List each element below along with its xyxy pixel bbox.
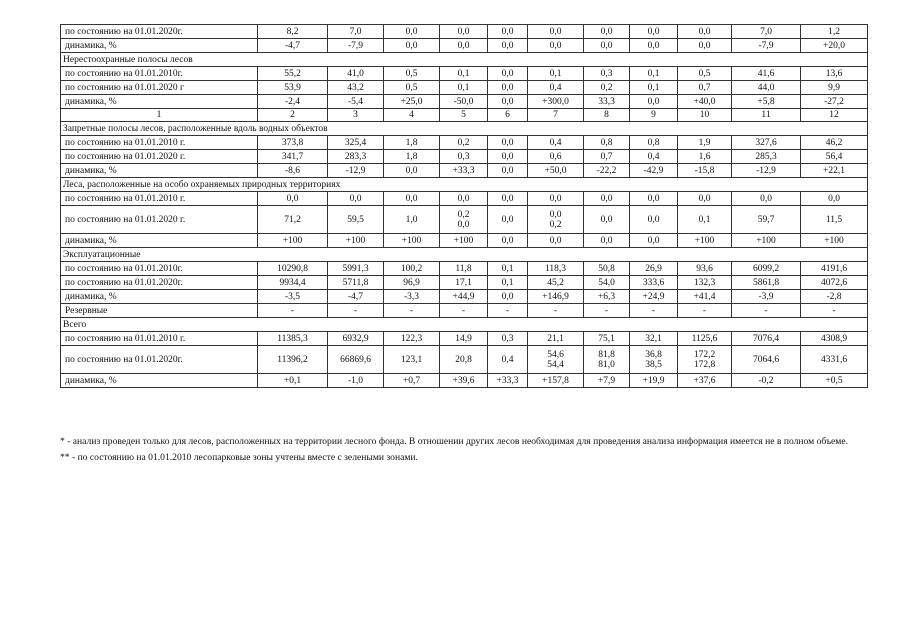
table-cell: 0,0 xyxy=(488,206,528,234)
cell-line: 172,2 xyxy=(693,349,716,360)
table-cell: -22,2 xyxy=(584,164,630,178)
table-cell: 5861,8 xyxy=(732,276,801,290)
cell-line: 38,5 xyxy=(645,359,662,370)
table-row xyxy=(61,332,868,346)
table-cell: 14,9 xyxy=(440,332,488,346)
table-cell: 11,5 xyxy=(801,206,868,234)
table-cell: -2,4 xyxy=(258,95,328,109)
table-cell: 59,7 xyxy=(732,206,801,234)
table-cell: 0,0 xyxy=(488,67,528,81)
table-cell: 0,0 xyxy=(488,192,528,206)
table-cell: 13,6 xyxy=(801,67,868,81)
table-row xyxy=(61,25,868,39)
table-cell: 100,2 xyxy=(384,262,440,276)
table-cell: - xyxy=(440,304,488,318)
table-cell: 45,2 xyxy=(528,276,584,290)
table-cell: -50,0 xyxy=(440,95,488,109)
table-cell: +100 xyxy=(801,234,868,248)
table-cell: 123,1 xyxy=(384,346,440,374)
table-cell: -8,6 xyxy=(258,164,328,178)
table-cell: 132,3 xyxy=(678,276,732,290)
table-cell: 0,0 xyxy=(488,164,528,178)
table-cell: 5711,8 xyxy=(328,276,384,290)
table-cell: +24,9 xyxy=(630,290,678,304)
table-cell: 0,0 xyxy=(678,39,732,53)
row-label: по состоянию на 01.01.2010г. xyxy=(61,67,258,81)
column-number: 8 xyxy=(584,109,630,122)
table-cell: 54,0 xyxy=(584,276,630,290)
table-cell: 71,2 xyxy=(258,206,328,234)
table-cell: 66869,6 xyxy=(328,346,384,374)
section-row xyxy=(61,318,868,332)
table-cell: 0,0 xyxy=(528,192,584,206)
table-cell: - xyxy=(328,304,384,318)
table-cell: 0,0 xyxy=(440,25,488,39)
table-cell: 118,3 xyxy=(528,262,584,276)
row-label: по состоянию на 01.01.2020г. xyxy=(61,346,258,374)
table-cell: 0,1 xyxy=(630,81,678,95)
table-cell: 0,0 xyxy=(528,39,584,53)
table-cell: +100 xyxy=(258,234,328,248)
section-row xyxy=(61,248,868,262)
table-cell: 1,8 xyxy=(384,150,440,164)
table-cell: 4072,6 xyxy=(801,276,868,290)
table-cell: +100 xyxy=(440,234,488,248)
table-cell: 0,8 xyxy=(584,136,630,150)
row-label: динамика, % xyxy=(61,290,258,304)
table-cell: 11,8 xyxy=(440,262,488,276)
table-cell: 0,1 xyxy=(678,206,732,234)
table-cell: -3,9 xyxy=(732,290,801,304)
table-cell: +300,0 xyxy=(528,95,584,109)
column-number: 2 xyxy=(258,109,328,122)
column-number: 1 xyxy=(61,109,258,122)
column-number: 10 xyxy=(678,109,732,122)
table-cell: 0,0 xyxy=(440,39,488,53)
table-cell: 0,4 xyxy=(528,81,584,95)
row-label: динамика, % xyxy=(61,39,258,53)
table-cell: 55,2 xyxy=(258,67,328,81)
table-cell: 0,5 xyxy=(678,67,732,81)
table-cell: 0,7 xyxy=(584,150,630,164)
table-cell: 0,7 xyxy=(678,81,732,95)
table-row xyxy=(61,374,868,388)
table-cell: - xyxy=(258,304,328,318)
footnote-1: * - анализ проведен только для лесов, расположенных на территории лесного фонда. В отношении других лесов необходимая для проведения анализа информация имеется не в полном объеме. xyxy=(60,436,849,447)
table-cell: 9,9 xyxy=(801,81,868,95)
table-cell: 6099,2 xyxy=(732,262,801,276)
table-cell: 0,3 xyxy=(440,150,488,164)
table-row xyxy=(61,150,868,164)
table-cell xyxy=(440,206,488,234)
section-title: Запретные полосы лесов, расположенные вдоль водных объектов xyxy=(61,122,868,136)
column-number: 11 xyxy=(732,109,801,122)
table-cell: -3,3 xyxy=(384,290,440,304)
table-cell: - xyxy=(801,304,868,318)
table-cell: - xyxy=(584,304,630,318)
row-label: по состоянию на 01.01.2020г. xyxy=(61,276,258,290)
table-cell: 0,0 xyxy=(488,81,528,95)
table-cell: 5991,3 xyxy=(328,262,384,276)
table-cell: 7,0 xyxy=(328,25,384,39)
table-cell: 0,2 xyxy=(440,136,488,150)
table-cell: 0,0 xyxy=(801,192,868,206)
table-cell: 0,0 xyxy=(488,290,528,304)
section-title: Эксплуатационные xyxy=(61,248,868,262)
column-number: 7 xyxy=(528,109,584,122)
row-label: по состоянию на 01.01.2020г. xyxy=(61,25,258,39)
table-cell: +20,0 xyxy=(801,39,868,53)
table-row xyxy=(61,346,868,374)
table-cell: +7,9 xyxy=(584,374,630,388)
row-label: по состоянию на 01.01.2010г. xyxy=(61,262,258,276)
table-cell: -12,9 xyxy=(328,164,384,178)
cell-line: 172,8 xyxy=(693,359,716,370)
table-cell: 0,0 xyxy=(328,192,384,206)
table-cell: -1,0 xyxy=(328,374,384,388)
table-cell: 0,0 xyxy=(678,192,732,206)
table-cell: 6932,9 xyxy=(328,332,384,346)
table-cell: 327,6 xyxy=(732,136,801,150)
table-cell: +39,6 xyxy=(440,374,488,388)
table-cell: 32,1 xyxy=(630,332,678,346)
table-cell: -4,7 xyxy=(328,290,384,304)
table-cell: 0,0 xyxy=(488,150,528,164)
table-cell: 0,1 xyxy=(630,67,678,81)
table-cell: -12,9 xyxy=(732,164,801,178)
table-cell: +40,0 xyxy=(678,95,732,109)
table-cell: 0,0 xyxy=(630,206,678,234)
table-cell: 0,0 xyxy=(384,25,440,39)
table-cell: 0,2 xyxy=(584,81,630,95)
table-cell xyxy=(630,346,678,374)
table-cell: +33,3 xyxy=(440,164,488,178)
table-row xyxy=(61,81,868,95)
table-cell: -3,5 xyxy=(258,290,328,304)
table-cell: 0,1 xyxy=(488,276,528,290)
table-cell: +100 xyxy=(732,234,801,248)
table-row xyxy=(61,39,868,53)
table-cell: - xyxy=(732,304,801,318)
table-cell: 0,0 xyxy=(630,95,678,109)
table-cell: 0,6 xyxy=(528,150,584,164)
table-cell: 0,0 xyxy=(732,192,801,206)
table-cell: 7,0 xyxy=(732,25,801,39)
table-cell: -7,9 xyxy=(732,39,801,53)
table-cell: 41,6 xyxy=(732,67,801,81)
table-cell: 0,4 xyxy=(528,136,584,150)
table-cell: +22,1 xyxy=(801,164,868,178)
table-cell: +100 xyxy=(384,234,440,248)
footnote-2: ** - по состоянию на 01.01.2010 лесопарковые зоны учтены вместе с зелеными зонами. xyxy=(60,451,418,463)
table-cell: 7076,4 xyxy=(732,332,801,346)
table-cell: 0,0 xyxy=(584,39,630,53)
table-cell: 0,0 xyxy=(488,136,528,150)
table-cell: 373,8 xyxy=(258,136,328,150)
table-cell: +157,8 xyxy=(528,374,584,388)
table-cell: 341,7 xyxy=(258,150,328,164)
column-number: 6 xyxy=(488,109,528,122)
row-label: динамика, % xyxy=(61,234,258,248)
row-label: по состоянию на 01.01.2010 г. xyxy=(61,192,258,206)
row-label: по состоянию на 01.01.2020 г. xyxy=(61,206,258,234)
table-body xyxy=(61,25,868,388)
table-cell: 0,4 xyxy=(630,150,678,164)
table-cell: 33,3 xyxy=(584,95,630,109)
table-row xyxy=(61,206,868,234)
section-title: Нерестоохранные полосы лесов xyxy=(61,53,868,67)
table-cell: 0,0 xyxy=(488,25,528,39)
table-cell: 1,6 xyxy=(678,150,732,164)
table-row xyxy=(61,290,868,304)
table-cell: 53,9 xyxy=(258,81,328,95)
table-cell: 8,2 xyxy=(258,25,328,39)
table-cell: +33,3 xyxy=(488,374,528,388)
table-cell: 46,2 xyxy=(801,136,868,150)
table-cell: 96,9 xyxy=(384,276,440,290)
table-cell: -7,9 xyxy=(328,39,384,53)
column-number: 9 xyxy=(630,109,678,122)
column-number: 5 xyxy=(440,109,488,122)
table-row xyxy=(61,67,868,81)
table-cell: 0,0 xyxy=(630,192,678,206)
table-cell: 41,0 xyxy=(328,67,384,81)
section-row xyxy=(61,178,868,192)
table-cell xyxy=(528,346,584,374)
table-cell: 1,2 xyxy=(801,25,868,39)
cell-line: 0,2 xyxy=(457,209,470,220)
table-cell: 11396,2 xyxy=(258,346,328,374)
table-cell: 333,6 xyxy=(630,276,678,290)
table-cell: 0,0 xyxy=(488,234,528,248)
footnotes xyxy=(60,436,867,467)
table-cell: 21,1 xyxy=(528,332,584,346)
column-number: 12 xyxy=(801,109,868,122)
table-cell: -27,2 xyxy=(801,95,868,109)
table-cell: 0,1 xyxy=(488,262,528,276)
table-cell: 1,9 xyxy=(678,136,732,150)
table-cell: +0,1 xyxy=(258,374,328,388)
cell-line: 81,8 xyxy=(598,349,615,360)
table-cell: 17,1 xyxy=(440,276,488,290)
table-cell: +146,9 xyxy=(528,290,584,304)
table-cell: -42,9 xyxy=(630,164,678,178)
table-cell: 0,1 xyxy=(440,81,488,95)
table-cell: 75,1 xyxy=(584,332,630,346)
table-cell: - xyxy=(488,304,528,318)
table-cell: - xyxy=(384,304,440,318)
table-cell: +37,6 xyxy=(678,374,732,388)
table-row xyxy=(61,234,868,248)
table-row xyxy=(61,192,868,206)
table-cell: +50,0 xyxy=(528,164,584,178)
table-cell: 93,6 xyxy=(678,262,732,276)
table-cell: -0,2 xyxy=(732,374,801,388)
table-cell: 0,0 xyxy=(630,25,678,39)
cell-line: 54,6 xyxy=(547,349,564,360)
row-label: динамика, % xyxy=(61,95,258,109)
table-row xyxy=(61,304,868,318)
table-cell: +0,5 xyxy=(801,374,868,388)
table-cell: 0,0 xyxy=(488,39,528,53)
row-label: по состоянию на 01.01.2010 г. xyxy=(61,332,258,346)
column-number: 3 xyxy=(328,109,384,122)
table-cell: 0,4 xyxy=(488,346,528,374)
row-label: динамика, % xyxy=(61,164,258,178)
forest-data-table xyxy=(60,24,868,388)
table-cell: -4,7 xyxy=(258,39,328,53)
table-cell: 0,3 xyxy=(488,332,528,346)
section-title: Леса, расположенные на особо охраняемых природных территориях xyxy=(61,178,868,192)
table-cell: 0,1 xyxy=(528,67,584,81)
table-cell: 0,5 xyxy=(384,67,440,81)
table-cell: 0,0 xyxy=(488,95,528,109)
row-label: по состоянию на 01.01.2010 г. xyxy=(61,136,258,150)
table-cell: +19,9 xyxy=(630,374,678,388)
table-cell: 0,0 xyxy=(630,234,678,248)
table-cell: 285,3 xyxy=(732,150,801,164)
table-cell: 283,3 xyxy=(328,150,384,164)
table-row xyxy=(61,262,868,276)
table-cell: 122,3 xyxy=(384,332,440,346)
table-cell: 0,0 xyxy=(384,164,440,178)
table-cell: 0,5 xyxy=(384,81,440,95)
table-cell: 4331,6 xyxy=(801,346,868,374)
section-row xyxy=(61,53,868,67)
table-cell: 43,2 xyxy=(328,81,384,95)
table-row xyxy=(61,164,868,178)
table-row xyxy=(61,136,868,150)
table-cell: +100 xyxy=(678,234,732,248)
table-cell: 0,0 xyxy=(440,192,488,206)
table-cell: -2,8 xyxy=(801,290,868,304)
table-cell: 0,0 xyxy=(258,192,328,206)
table-cell: +100 xyxy=(328,234,384,248)
table-cell: 0,0 xyxy=(528,25,584,39)
column-number: 4 xyxy=(384,109,440,122)
table-cell: 0,0 xyxy=(584,25,630,39)
table-cell: 1125,6 xyxy=(678,332,732,346)
table-cell: 9934,4 xyxy=(258,276,328,290)
cell-line: 0,0 xyxy=(549,209,562,220)
table-cell xyxy=(528,206,584,234)
section-row xyxy=(61,122,868,136)
table-cell: 50,8 xyxy=(584,262,630,276)
table-cell: 10290,8 xyxy=(258,262,328,276)
table-cell: +41,4 xyxy=(678,290,732,304)
table-cell: 0,1 xyxy=(440,67,488,81)
table-cell: 0,0 xyxy=(678,25,732,39)
table-row xyxy=(61,276,868,290)
table-cell: 56,4 xyxy=(801,150,868,164)
table-cell: 0,0 xyxy=(384,192,440,206)
cell-line: 81,0 xyxy=(598,359,615,370)
table-cell: 59,5 xyxy=(328,206,384,234)
table-cell: 0,0 xyxy=(584,192,630,206)
cell-line: 0,0 xyxy=(457,219,470,230)
table-cell: +44,9 xyxy=(440,290,488,304)
table-cell: 44,0 xyxy=(732,81,801,95)
row-label: по состоянию на 01.01.2020 г. xyxy=(61,150,258,164)
table-cell: 11385,3 xyxy=(258,332,328,346)
table-cell: 0,0 xyxy=(584,206,630,234)
table-cell: - xyxy=(528,304,584,318)
cell-line: 54,4 xyxy=(547,359,564,370)
table-cell: 0,0 xyxy=(630,39,678,53)
table-cell: 0,0 xyxy=(384,39,440,53)
table-cell: 0,0 xyxy=(584,234,630,248)
table-cell: 4308,9 xyxy=(801,332,868,346)
table-cell xyxy=(584,346,630,374)
table-cell: 0,0 xyxy=(528,234,584,248)
cell-line: 0,2 xyxy=(549,219,562,230)
table-cell: 1,8 xyxy=(384,136,440,150)
table-cell: 325,4 xyxy=(328,136,384,150)
table-cell: -15,8 xyxy=(678,164,732,178)
table-cell: 0,3 xyxy=(584,67,630,81)
table-cell: 20,8 xyxy=(440,346,488,374)
table-cell: 0,8 xyxy=(630,136,678,150)
table-cell: -5,4 xyxy=(328,95,384,109)
row-label: динамика, % xyxy=(61,374,258,388)
section-title: Всего xyxy=(61,318,868,332)
table-cell: - xyxy=(678,304,732,318)
table-cell: 7064,6 xyxy=(732,346,801,374)
table-cell: +0,7 xyxy=(384,374,440,388)
table-cell: 4191,6 xyxy=(801,262,868,276)
column-number-row xyxy=(61,109,868,122)
row-label: по состоянию на 01.01.2020 г xyxy=(61,81,258,95)
table-cell: 26,9 xyxy=(630,262,678,276)
table-cell: +25,0 xyxy=(384,95,440,109)
cell-line: 36,8 xyxy=(645,349,662,360)
table-row xyxy=(61,95,868,109)
table-cell: - xyxy=(630,304,678,318)
table-cell: +6,3 xyxy=(584,290,630,304)
table-cell: 1,0 xyxy=(384,206,440,234)
table-cell xyxy=(678,346,732,374)
table-cell: +5,8 xyxy=(732,95,801,109)
row-label: Резервные xyxy=(61,304,258,318)
